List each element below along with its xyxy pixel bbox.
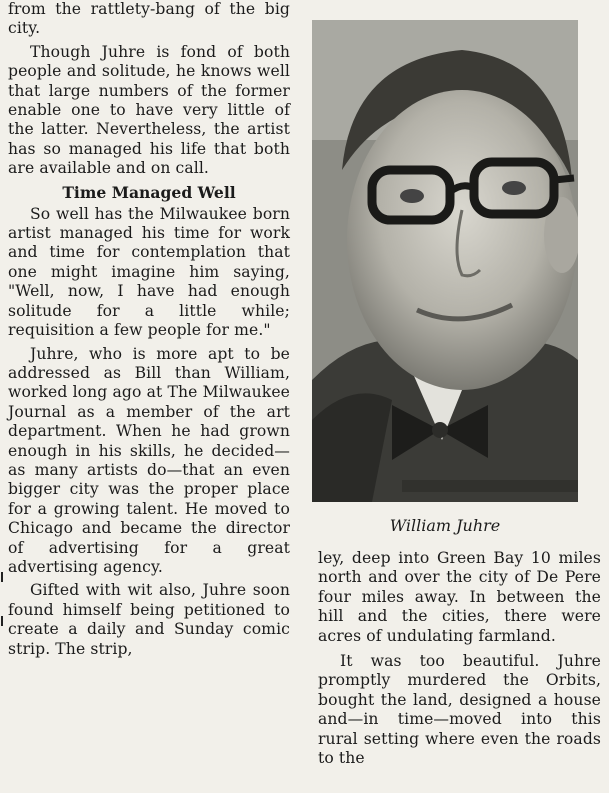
paragraph-4: Juhre, who is more apt to be addressed as Bill than William, worked long ago at The Milwaukee Journal as a member of the art department. When he had grown enough in his skills, he decided—as many artists do—that an even bigger city was the proper place for a growing talent. He moved to Chicago and became the director of advertising for a great advertising agency. xyxy=(8,344,290,576)
margin-mark xyxy=(1,572,3,582)
right-paragraph-2: It was too beautiful. Juhre promptly murdered the Orbits, bought the land, designed a house and—in time—moved into this rural setting where even the roads to the xyxy=(318,652,601,768)
paragraph-1: from the rattlety-bang of the big city. xyxy=(8,0,290,38)
paragraph-5: Gifted with wit also, Juhre soon found himself being petitioned to create a daily and Sunday comic strip. The strip, xyxy=(8,581,290,658)
right-column xyxy=(318,549,601,768)
portrait-illustration xyxy=(312,20,578,502)
subheading: Time Managed Well xyxy=(62,182,236,202)
paragraph-2: Though Juhre is fond of both people and solitude, he knows well that large numbers of the former enable one to have very little of the latter. Nevertheless, the artist has so managed his life that both are available and on call. xyxy=(8,42,290,178)
portrait-photo xyxy=(312,20,578,502)
left-column xyxy=(8,0,290,659)
photo-caption: William Juhre xyxy=(389,516,501,535)
margin-mark xyxy=(1,616,3,626)
right-paragraph-1: ley, deep into Green Bay 10 miles north and over the city of De Pere four miles away. In between the hill and the cities, there were acres of undulating farmland. xyxy=(318,549,601,645)
paragraph-3: So well has the Milwaukee born artist managed his time for work and time for contemplation that one might imagine him saying, "Well, now, I have had enough solitude for a little while; requisition a few people for me." xyxy=(8,204,290,340)
